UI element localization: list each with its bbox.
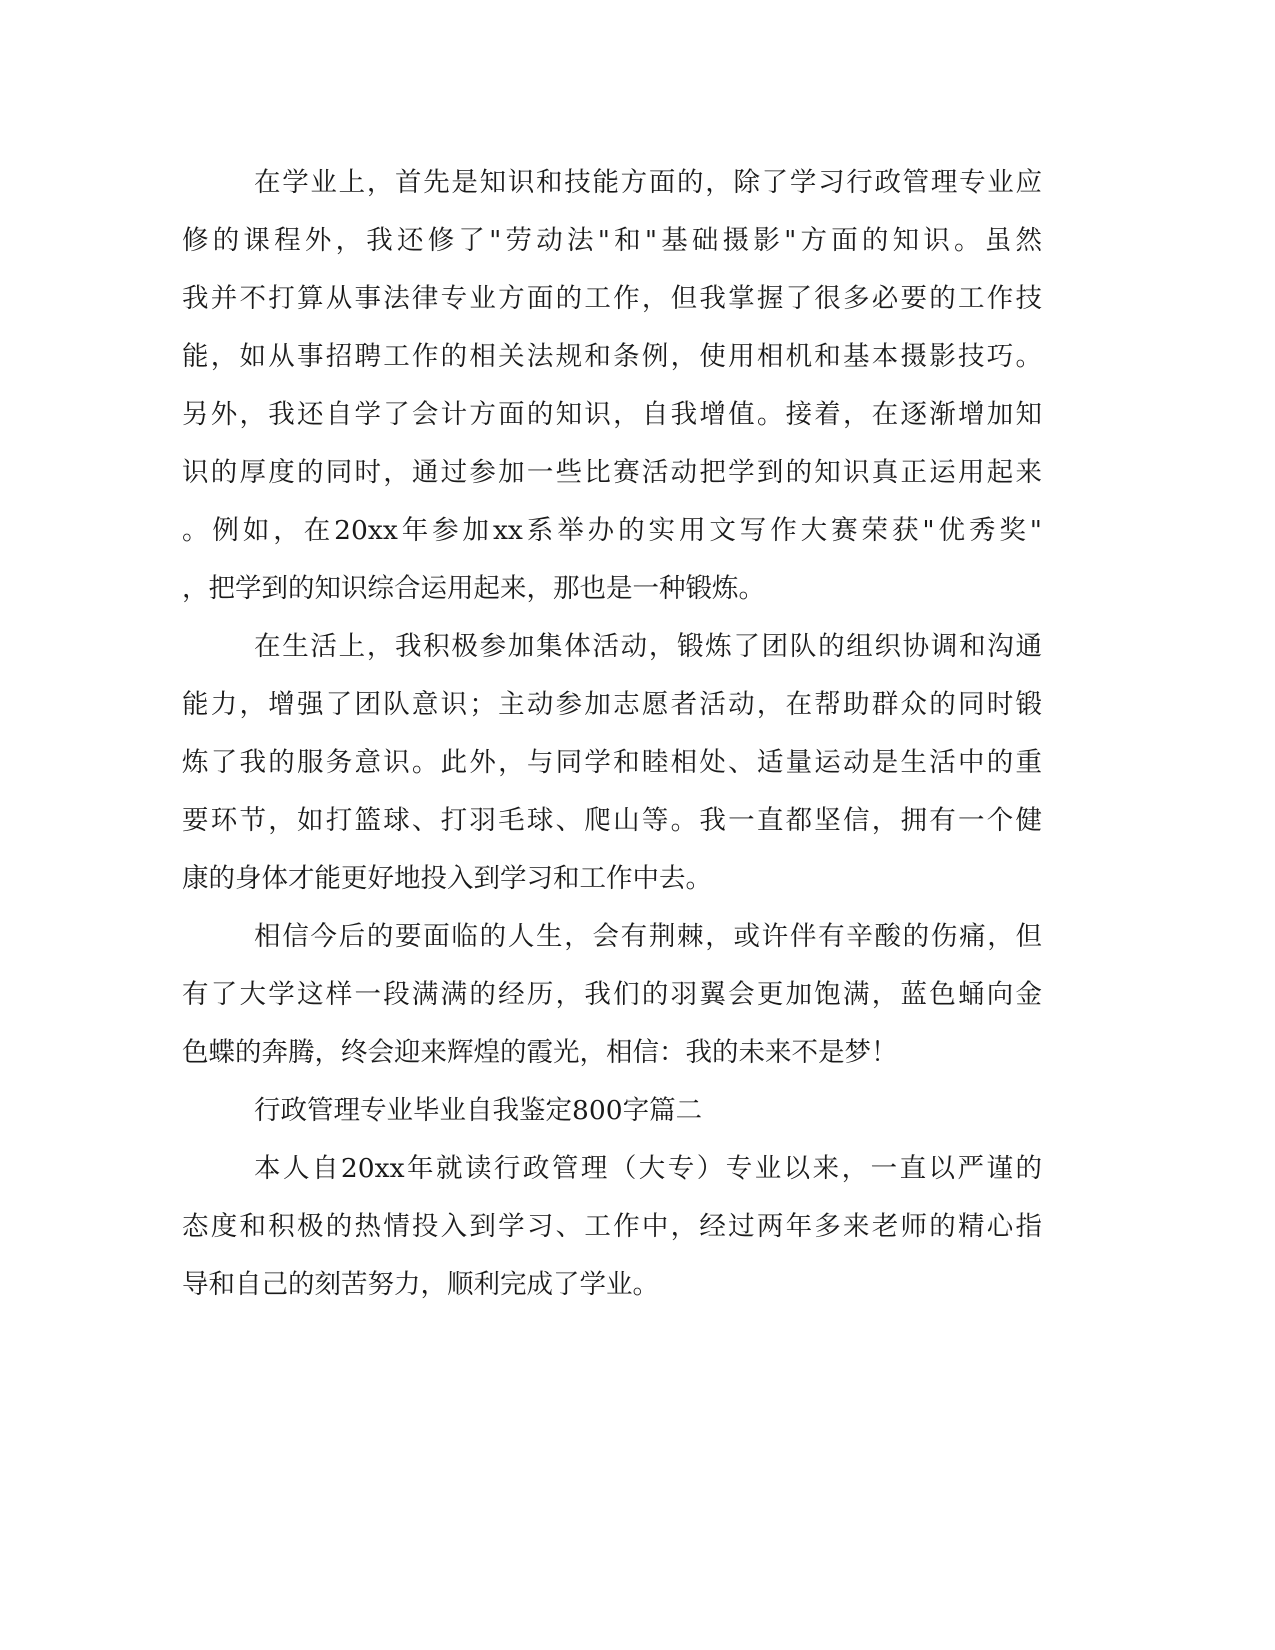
- text-line: 炼了我的服务意识。此外，与同学和睦相处、适量运动是生活中的重: [182, 747, 1042, 778]
- text-line: 在学业上，首先是知识和技能方面的，除了学习行政管理专业应: [254, 167, 1042, 198]
- paragraph-future: [182, 908, 1042, 1082]
- document-body: [182, 154, 1042, 1314]
- text-line: 识的厚度的同时，通过参加一些比赛活动把学到的知识真正运用起来: [182, 457, 1042, 488]
- paragraph-intro: [182, 1140, 1042, 1314]
- text-line: 能力，增强了团队意识；主动参加志愿者活动，在帮助群众的同时锻: [182, 689, 1042, 720]
- text-line: 导和自己的刻苦努力，顺利完成了学业。: [182, 1269, 659, 1300]
- text-line: 。例如，在20xx年参加xx系举办的实用文写作大赛荣获"优秀奖": [182, 515, 1042, 546]
- paragraph-life: [182, 618, 1042, 908]
- text-line: 我并不打算从事法律专业方面的工作，但我掌握了很多必要的工作技: [182, 283, 1042, 314]
- paragraph-academics: [182, 154, 1042, 618]
- section-heading: 行政管理专业毕业自我鉴定800字篇二: [254, 1095, 703, 1126]
- text-line: 康的身体才能更好地投入到学习和工作中去。: [182, 863, 712, 894]
- text-line: 相信今后的要面临的人生，会有荆棘，或许伴有辛酸的伤痛，但: [254, 921, 1042, 952]
- text-line: 修的课程外，我还修了"劳动法"和"基础摄影"方面的知识。虽然: [182, 225, 1042, 256]
- text-line: 另外，我还自学了会计方面的知识，自我增值。接着，在逐渐增加知: [182, 399, 1042, 430]
- text-line: 色蝶的奔腾，终会迎来辉煌的霞光，相信：我的未来不是梦！: [182, 1037, 898, 1068]
- text-line: 态度和积极的热情投入到学习、工作中，经过两年多来老师的精心指: [182, 1211, 1042, 1242]
- text-line: 本人自20xx年就读行政管理（大专）专业以来，一直以严谨的: [254, 1153, 1042, 1184]
- text-line: 要环节，如打篮球、打羽毛球、爬山等。我一直都坚信，拥有一个健: [182, 805, 1042, 836]
- text-line: 有了大学这样一段满满的经历，我们的羽翼会更加饱满，蓝色蛹向金: [182, 979, 1042, 1010]
- text-line: 在生活上，我积极参加集体活动，锻炼了团队的组织协调和沟通: [254, 631, 1042, 662]
- text-line: ，把学到的知识综合运用起来，那也是一种锻炼。: [182, 573, 765, 604]
- text-line: 能，如从事招聘工作的相关法规和条例，使用相机和基本摄影技巧。: [182, 341, 1042, 372]
